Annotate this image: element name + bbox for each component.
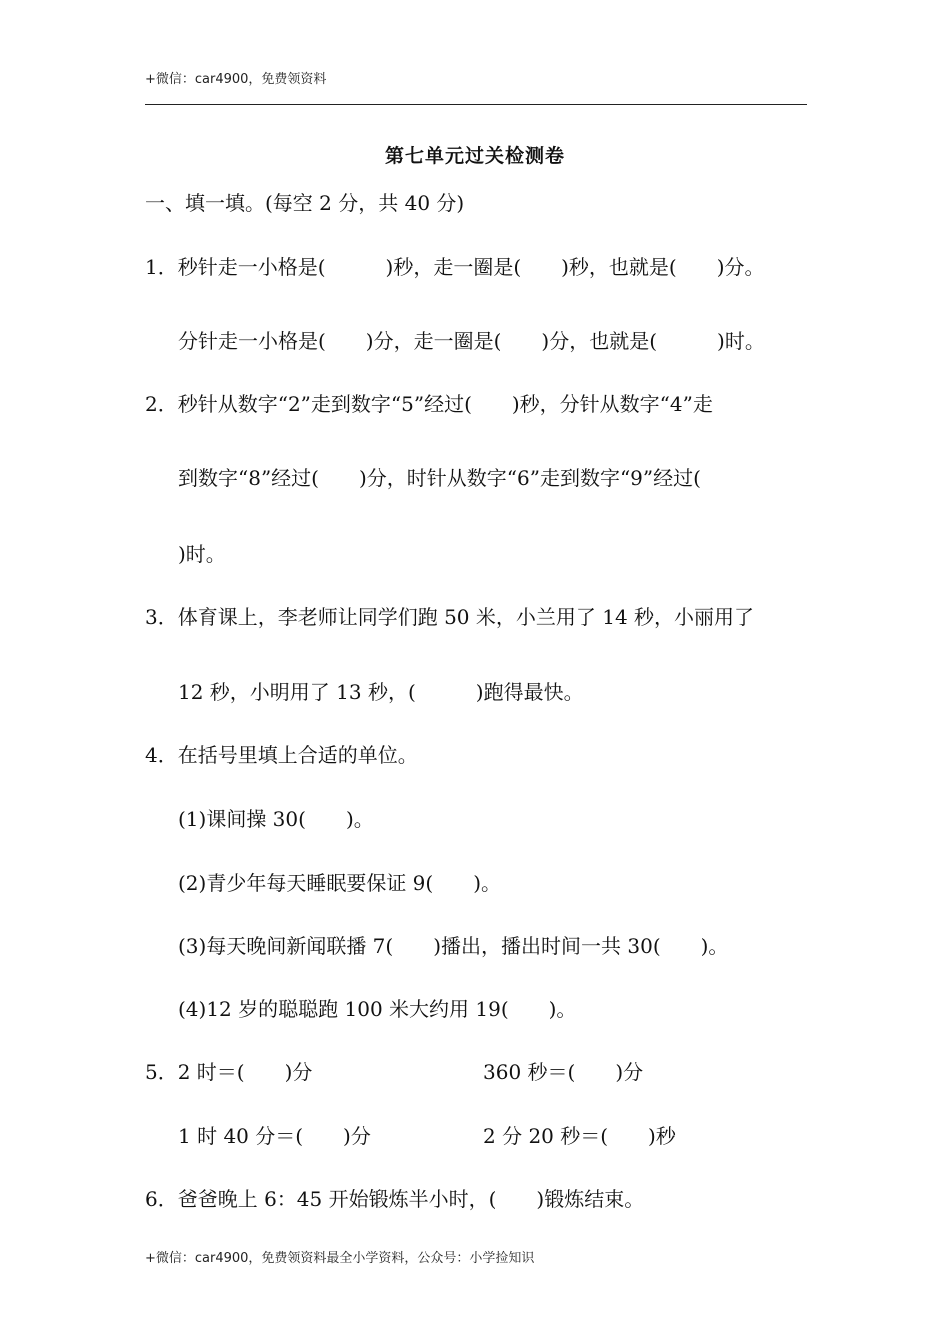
q4-sub4: (4)12 岁的聪聪跑 100 米大约用 19( )。 (178, 997, 577, 1021)
q5-item-c: 1 时 40 分＝( )分 (178, 1124, 371, 1148)
section-heading: 一、填一填。(每空 2 分，共 40 分) (145, 191, 465, 215)
q2-line1: 2．秒针从数字“2”走到数字“5”经过( )秒，分针从数字“4”走 (145, 392, 713, 416)
q4-sub2: (2)青少年每天睡眠要保证 9( )。 (178, 871, 502, 895)
header-text: +微信：car4900，免费领资料 (145, 72, 327, 87)
q3-line1: 3．体育课上，李老师让同学们跑 50 米，小兰用了 14 秒，小丽用了 (145, 605, 755, 629)
page-title: 第七单元过关检测卷 (384, 145, 565, 167)
q4-line1: 4．在括号里填上合适的单位。 (145, 743, 418, 767)
q5-item-d: 2 分 20 秒＝( )秒 (483, 1124, 676, 1148)
q4-sub1: (1)课间操 30( )。 (178, 807, 374, 831)
q2-line3: )时。 (178, 542, 226, 566)
q4-sub3: (3)每天晚间新闻联播 7( )播出，播出时间一共 30( )。 (178, 934, 729, 958)
q3-line2: 12 秒，小明用了 13 秒，( )跑得最快。 (178, 680, 584, 704)
header-divider (145, 104, 807, 105)
q5-item-b: 360 秒＝( )分 (483, 1060, 644, 1084)
footer-text: +微信：car4900，免费领资料最全小学资料，公众号：小学捡知识 (145, 1251, 535, 1266)
q5-item-a: 5．2 时＝( )分 (145, 1060, 313, 1084)
q1-line2: 分针走一小格是( )分，走一圈是( )分，也就是( )时。 (178, 329, 765, 353)
q6-line1: 6．爸爸晚上 6：45 开始锻炼半小时，( )锻炼结束。 (145, 1187, 645, 1211)
q1-line1: 1．秒针走一小格是( )秒，走一圈是( )秒，也就是( )分。 (145, 255, 765, 279)
q2-line2: 到数字“8”经过( )分，时针从数字“6”走到数字“9”经过( (178, 466, 701, 490)
